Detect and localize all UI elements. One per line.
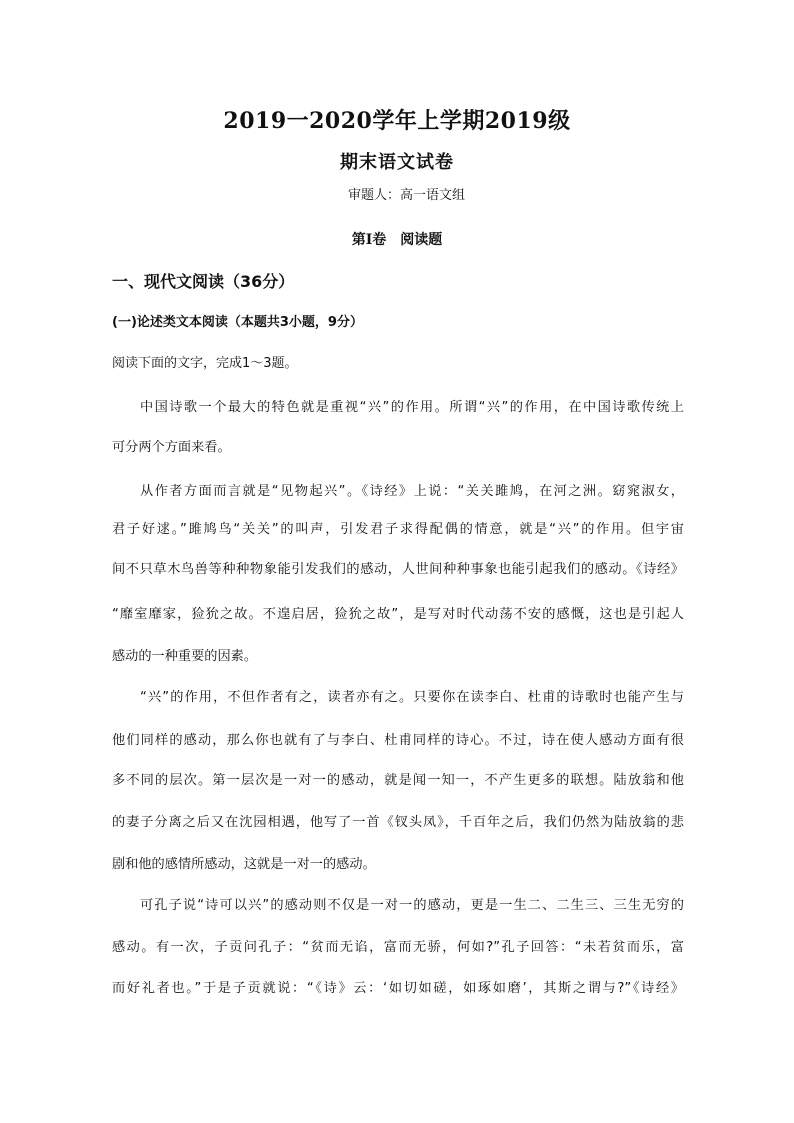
passage-line: 他们同样的感动，那么你也就有了与李白、杜甫同样的诗心。不过，诗在使人感动方面有很 [112,733,684,748]
passage-line: 而好礼者也。”于是子贡就说：“《诗》云：‘如切如磋，如琢如磨’，其斯之谓与?”《诗经》 [112,981,684,996]
passage-line: 感动。有一次，子贡问孔子：“贫而无谄，富而无骄，何如?”孔子回答：“未若贫而乐，富 [112,940,684,955]
subsection-heading: (一)论述类文本阅读（本题共3小题，9分） [112,315,363,330]
passage-line: “靡室靡家，猃狁之故。不遑启居，猃狁之故”，是写对时代动荡不安的感慨，这也是引起人 [112,607,684,622]
passage-line: 间不只草木鸟兽等种种物象能引发我们的感动，人世间种种事象也能引起我们的感动。《诗经》 [112,562,684,577]
volume-heading: 第Ⅰ卷 阅读题 [351,232,443,248]
passage-line: 感动的一种重要的因素。 [112,649,258,664]
passage-line: 君子好逑。”雎鸠鸟“关关”的叫声，引发君子求得配偶的情意，就是“兴”的作用。但宇宙 [112,522,684,537]
passage-line: “兴”的作用，不但作者有之，读者亦有之。只要你在读李白、杜甫的诗歌时也能产生与 [140,690,684,705]
passage-line: 中国诗歌一个最大的特色就是重视“兴”的作用。所谓“兴”的作用，在中国诗歌传统上 [140,400,684,415]
passage-line: 从作者方面而言就是“见物起兴”。《诗经》上说：“关关雎鸠，在河之洲。窈窕淑女， [140,484,684,499]
reading-instruction: 阅读下面的文字，完成1～3题。 [112,356,298,371]
passage-line: 剧和他的感情所感动，这就是一对一的感动。 [112,857,376,872]
exam-subtitle: 期末语文试卷 [340,152,454,173]
section-heading: 一、现代文阅读（36分） [112,272,295,291]
passage-line: 的妻子分离之后又在沈园相遇，他写了一首《钗头凤》，千百年之后，我们仍然为陆放翁的悲 [112,815,684,830]
passage-line: 多不同的层次。第一层次是一对一的感动，就是闻一知一，不产生更多的联想。陆放翁和他 [112,773,684,788]
reviewer-line: 审题人：高一语文组 [348,188,466,203]
passage-line: 可分两个方面来看。 [112,440,231,455]
passage-line: 可孔子说“诗可以兴”的感动则不仅是一对一的感动，更是一生二、二生三、三生无穷的 [140,898,684,913]
exam-title: 2019一2020学年上学期2019级 [223,108,571,134]
